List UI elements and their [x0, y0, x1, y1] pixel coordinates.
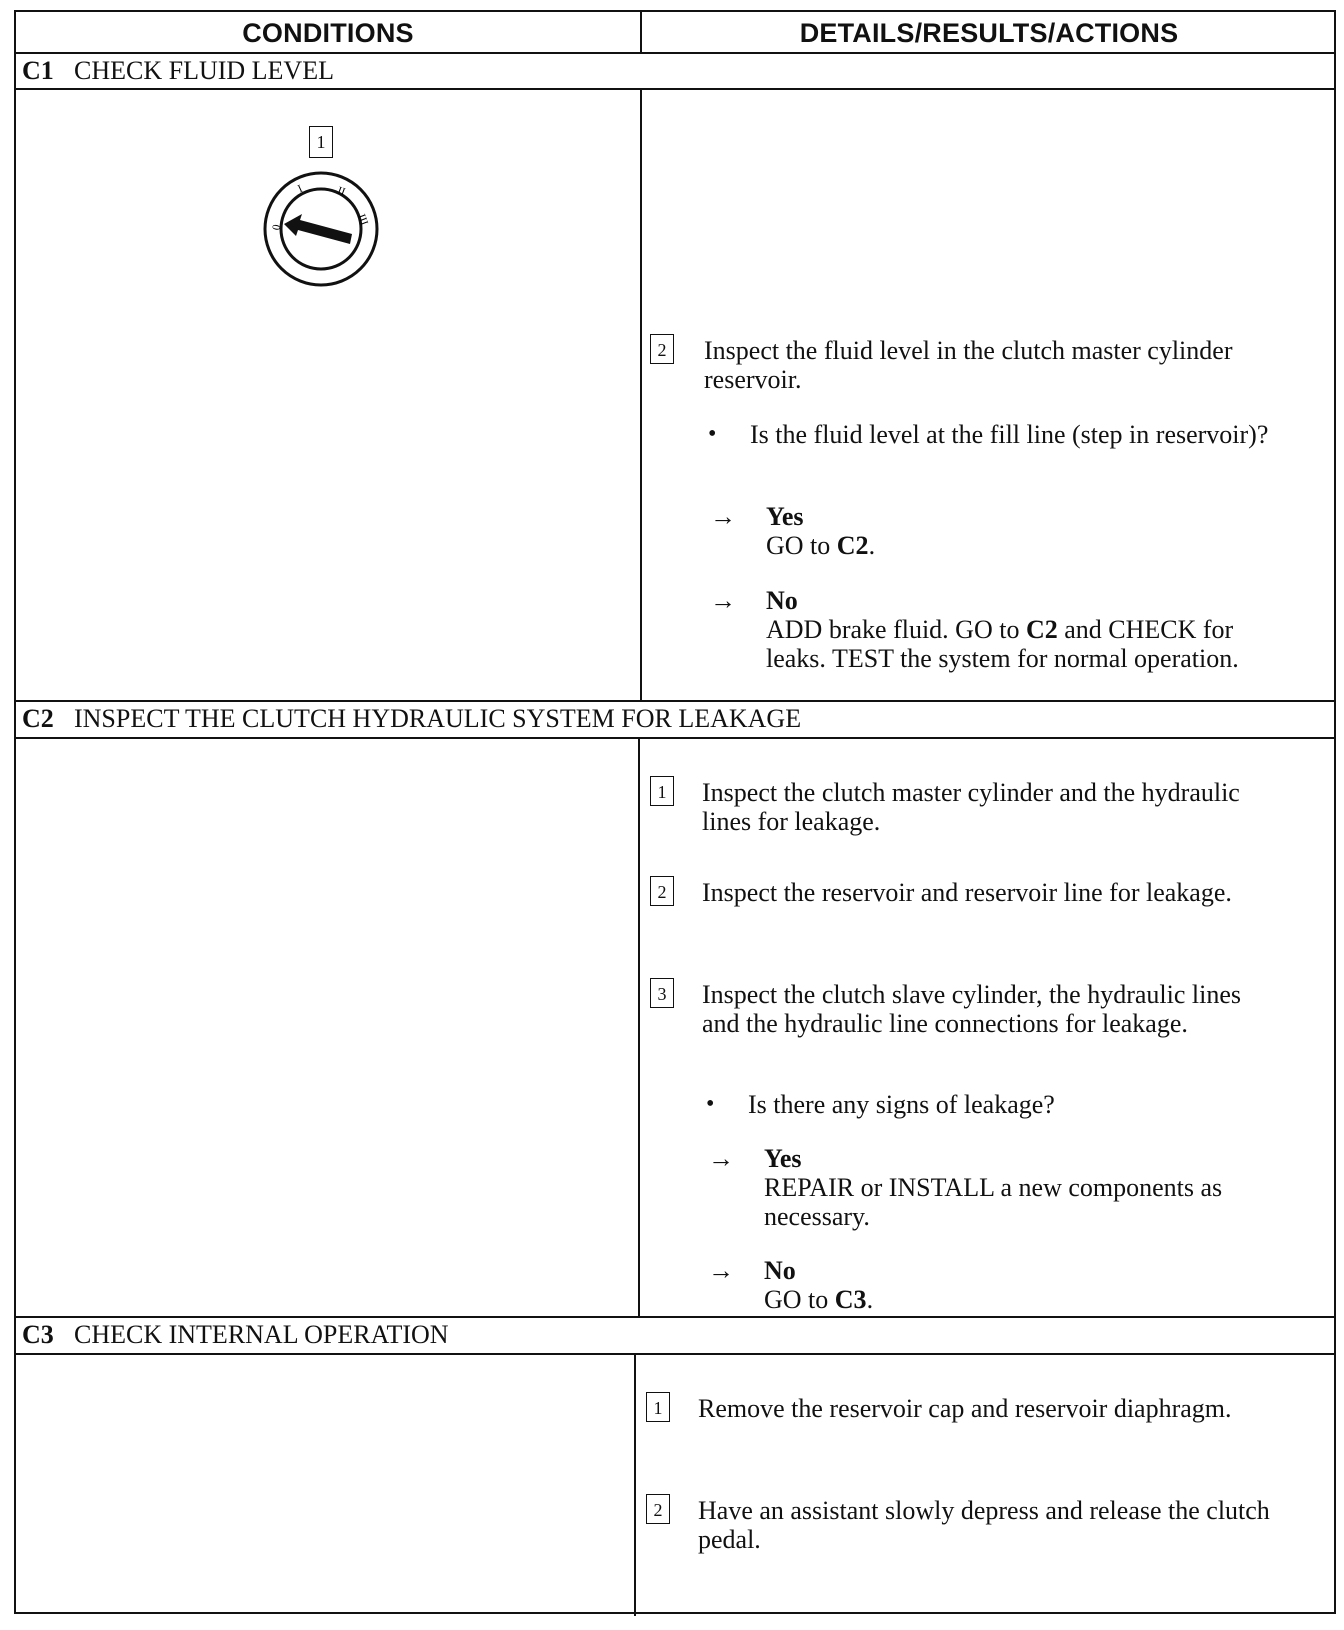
step-text: Inspect the reservoir and reservoir line for leakage.: [702, 878, 1232, 907]
step-number-badge: 2: [650, 876, 674, 906]
answer-text: GO to: [764, 1285, 835, 1314]
rule-c2-title: [16, 737, 1334, 739]
bullet-icon: •: [706, 1091, 715, 1117]
step-text: Inspect the clutch slave cylinder, the hydraulic lines and the hydraulic line connections for leakage.: [702, 980, 1241, 1038]
section-c2-title-text: INSPECT THE CLUTCH HYDRAULIC SYSTEM FOR LEAKAGE: [74, 704, 802, 733]
step-number-badge: 3: [650, 978, 674, 1008]
bullet-icon: •: [708, 421, 717, 447]
diagnostic-table: [14, 10, 1336, 1614]
column-header-details: DETAILS/RESULTS/ACTIONS: [799, 18, 1179, 48]
step-number-badge: 1: [650, 776, 674, 806]
arrow-icon: →: [710, 502, 736, 531]
divider-c2: [638, 737, 640, 1316]
section-c3-title: [22, 1318, 449, 1352]
section-c3-title-text: CHECK INTERNAL OPERATION: [74, 1320, 449, 1349]
answer-label: No: [766, 586, 798, 615]
arrow-icon: →: [710, 586, 736, 615]
section-c1-title-text: CHECK FLUID LEVEL: [74, 56, 334, 85]
answer-text-post: and CHECK for leaks. TEST the system for normal operation.: [766, 615, 1239, 673]
answer-text: ADD brake fluid. GO to: [766, 615, 1026, 644]
answer-text: GO to: [766, 531, 837, 560]
arrow-icon: →: [708, 1256, 734, 1285]
answer-text-post: .: [866, 1285, 874, 1314]
answer-ref: C2: [836, 531, 869, 560]
answer-text-post: .: [868, 531, 876, 560]
step-number-badge: 2: [646, 1494, 670, 1524]
column-header-conditions: CONDITIONS: [242, 18, 414, 48]
question-text: Is the fluid level at the fill line (step in reservoir)?: [750, 420, 1269, 449]
rule-c1-title: [16, 88, 1334, 90]
step-number-badge: 2: [650, 334, 674, 364]
section-c1-title: [22, 54, 334, 88]
step-text: Inspect the fluid level in the clutch master cylinder reservoir.: [704, 336, 1233, 394]
answer-label: Yes: [764, 1144, 802, 1173]
divider-c1: [640, 88, 642, 700]
answer-ref: C3: [834, 1285, 867, 1314]
figure-callout-1: 1: [309, 126, 333, 158]
svg-text:I: I: [296, 182, 305, 196]
rule-c3-title: [16, 1353, 1334, 1355]
step-text: Remove the reservoir cap and reservoir diaphragm.: [698, 1394, 1232, 1423]
svg-text:III: III: [355, 212, 371, 227]
section-c3-id: C3: [22, 1320, 54, 1349]
ignition-switch-icon: [262, 170, 380, 288]
answer-label: Yes: [766, 502, 804, 531]
answer-label: No: [764, 1256, 796, 1285]
svg-text:II: II: [335, 184, 347, 199]
answer-ref: C2: [1025, 615, 1058, 644]
answer-text: REPAIR or INSTALL a new components as necessary.: [764, 1173, 1223, 1231]
arrow-icon: →: [708, 1144, 734, 1173]
section-c1-id: C1: [22, 56, 54, 85]
section-c2-id: C2: [22, 704, 54, 733]
section-c2-title: [22, 702, 801, 736]
step-number-badge: 1: [646, 1392, 670, 1422]
divider-c3: [634, 1353, 636, 1616]
step-text: Inspect the clutch master cylinder and the hydraulic lines for leakage.: [702, 778, 1240, 836]
svg-text:0: 0: [270, 223, 284, 232]
step-text: Have an assistant slowly depress and release the clutch pedal.: [698, 1496, 1270, 1554]
divider-header: [640, 12, 642, 52]
question-text: Is there any signs of leakage?: [748, 1090, 1055, 1119]
